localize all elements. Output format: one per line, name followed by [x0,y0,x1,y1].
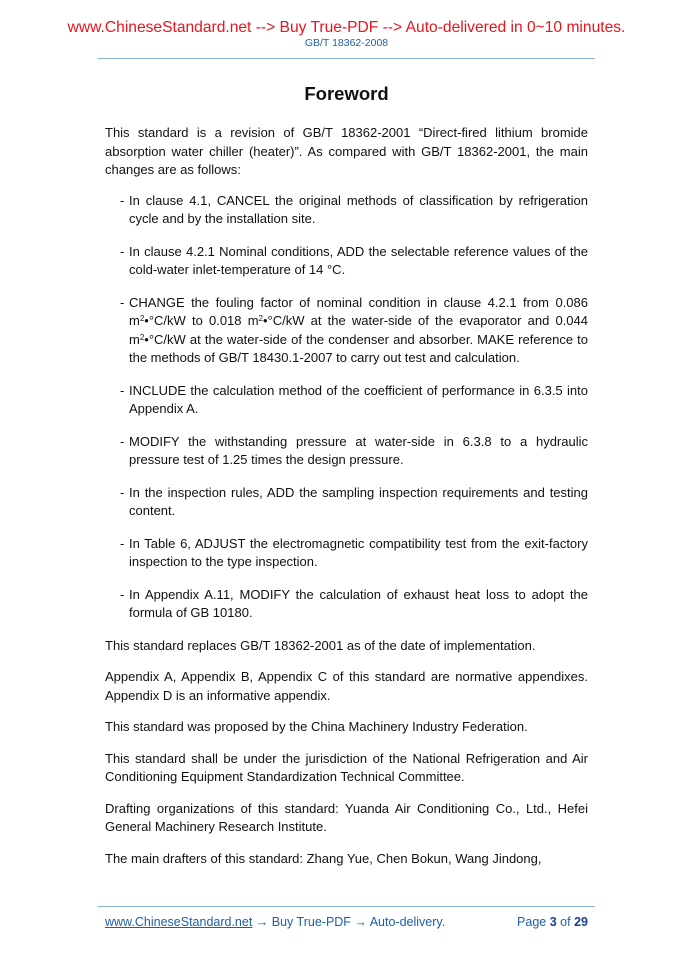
page-title: Foreword [304,83,389,104]
changes-list [105,192,588,623]
list-dash: - [120,382,125,398]
list-item: - MODIFY the withstanding pressure at water-side in 6.3.8 to a hydraulic pressure test of 1.25 times the design pressure. [120,433,588,467]
list-dash: - [120,535,125,551]
body-paragraph: The main drafters of this standard: Zhang Yue, Chen Bokun, Wang Jindong, [105,850,542,866]
body-paragraph: Appendix A, Appendix B, Appendix C of this standard are normative appendixes. Appendix D is an informative appendix. [105,669,588,703]
footer-tagline: → Buy True-PDF → Auto-delivery. [252,915,446,929]
list-item: - In clause 4.2.1 Nominal conditions, ADD the selectable reference values of the cold-water inlet-temperature of 14 °C. [120,243,588,277]
footer-site-link[interactable]: www.ChineseStandard.net [105,915,253,929]
list-dash: - [120,433,125,449]
footer-divider [98,906,595,907]
header-divider [98,58,595,59]
list-dash: - [120,484,125,500]
standard-code: GB/T 18362-2008 [304,37,389,49]
list-item: - In clause 4.1, CANCEL the original methods of classification by refrigeration cycle and by the installation site. [120,192,588,226]
list-item: - INCLUDE the calculation method of the coefficient of performance in 6.3.5 into Appendix A. [120,382,588,416]
list-item: - In Appendix A.11, MODIFY the calculation of exhaust heat loss to adopt the formula of GB 10180. [120,586,588,620]
list-item: - In Table 6, ADJUST the electromagnetic compatibility test from the exit-factory inspection to the type inspection. [120,535,588,569]
list-item: - In the inspection rules, ADD the sampling inspection requirements and testing content. [120,484,588,518]
current-page-number: 3 [549,915,557,929]
list-dash: - [120,586,125,602]
body-paragraph: This standard was proposed by the China Machinery Industry Federation. [105,719,528,734]
promo-banner[interactable]: www.ChineseStandard.net --> Buy True-PDF --> Auto-delivered in 0~10 minutes. [67,19,626,36]
intro-paragraph: This standard is a revision of GB/T 18362-2001 “Direct-fired lithium bromide absorption water chiller (heater)”. As compared with GB/T 18362-2001, the main changes are as follows: [105,125,588,177]
page-footer [105,915,588,929]
list-item: - CHANGE the fouling factor of nominal condition in clause 4.2.1 from 0.086 $m^2•^\circ C/kW$ to 0.018 $m^2•^\circ C/kW$ at the water-side of the evaporator and 0.044 $m^2•^\circ C/kW$ at the water-side of the condenser and absorber. MAKE reference to the methods of GB/T 18430.1-2007 to carry out test and calculation. [120,294,588,365]
document-body [105,124,588,881]
body-paragraph: Drafting organizations of this standard: Yuanda Air Conditioning Co., Ltd., Hefei General Machinery Research Institute. [105,800,588,834]
total-pages-number: 29 [574,915,588,929]
body-paragraph: This standard shall be under the jurisdiction of the National Refrigeration and Air Conditioning Equipment Standardization Technical Committee. [105,750,588,784]
list-dash: - [120,243,125,259]
list-dash: - [120,192,125,208]
page-indicator: Page 3 of 29 [517,915,588,929]
list-dash: - [120,294,125,310]
body-paragraph: This standard replaces GB/T 18362-2001 as of the date of implementation. [105,637,536,653]
